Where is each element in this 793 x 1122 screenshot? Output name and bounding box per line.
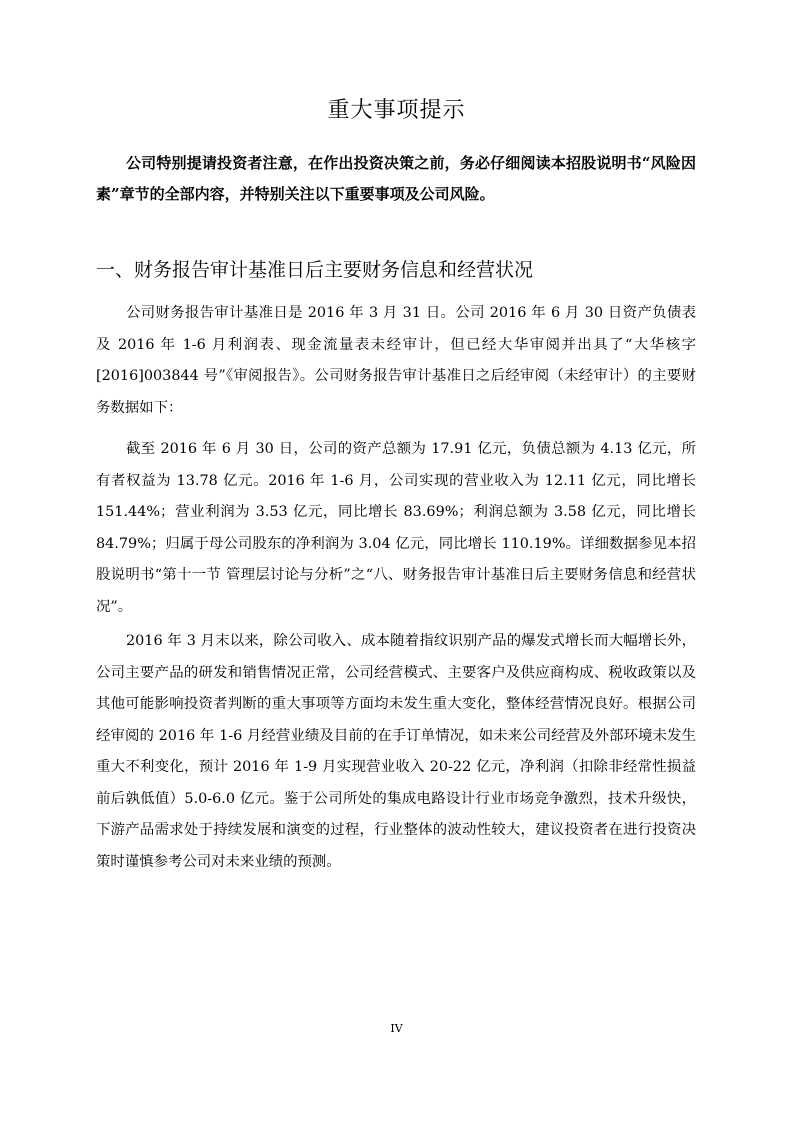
paragraph-audit-date: 公司财务报告审计基准日是 2016 年 3 月 31 日。公司 2016 年 6 月 30 日资产负债表及 2016 年 1-6 月利润表、现金流量表未经审计，但已经大华审阅并出具了“大华核字[2016]003844 号”《审阅报告》。公司财务报告审计基准日之后经审阅（未经审计）的主要财务数据如下： [96, 305, 696, 416]
page-title: 重大事项提示 [327, 98, 466, 123]
paragraph-financial-data: 截至 2016 年 6 月 30 日，公司的资产总额为 17.91 亿元，负债总额为 4.13 亿元，所有者权益为 13.78 亿元。2016 年 1-6 月，公司实现的营业收入为 12.11 亿元，同比增长 151.44%；营业利润为 3.53 亿元，同比增长 83.69%；利润总额为 3.58 亿元，同比增长 84.79%；归属于母公司股东的净利润为 3.04 亿元，同比增长 110.19%。详细数据参见本招股说明书“第十一节 管理层讨论与分析”之“八、财务报告审计基准日后主要财务信息和经营状况”。 [96, 441, 696, 615]
page-number: IV [390, 1022, 403, 1035]
paragraph-operating-status: 2016 年 3 月末以来，除公司收入、成本随着指纹识别产品的爆发式增长而大幅增长外，公司主要产品的研发和销售情况正常，公司经营模式、主要客户及供应商构成、税收政策以及其他可能影响投资者判断的重大事项等方面均未发生重大变化，整体经营情况良好。根据公司经审阅的 2016 年 1-6 月经营业绩及目前的在手订单情况，如未来公司经营及外部环境未发生重大不利变化，预计 2016 年 1-9 月实现营业收入 20-22 亿元，净利润（扣除非经常性损益前后孰低值）5.0-6.0 亿元。鉴于公司所处的集成电路设计行业市场竞争激烈，技术升级快，下游产品需求处于持续发展和演变的过程，行业整体的波动性较大，建议投资者在进行投资决策时谨慎参考公司对未来业绩的预测。 [96, 633, 696, 870]
risk-notice: 公司特别提请投资者注意，在作出投资决策之前，务必仔细阅读本招股说明书“风险因素”章节的全部内容，并特别关注以下重要事项及公司风险。 [96, 154, 696, 203]
section-heading: 一、财务报告审计基准日后主要财务信息和经营状况 [96, 259, 534, 281]
